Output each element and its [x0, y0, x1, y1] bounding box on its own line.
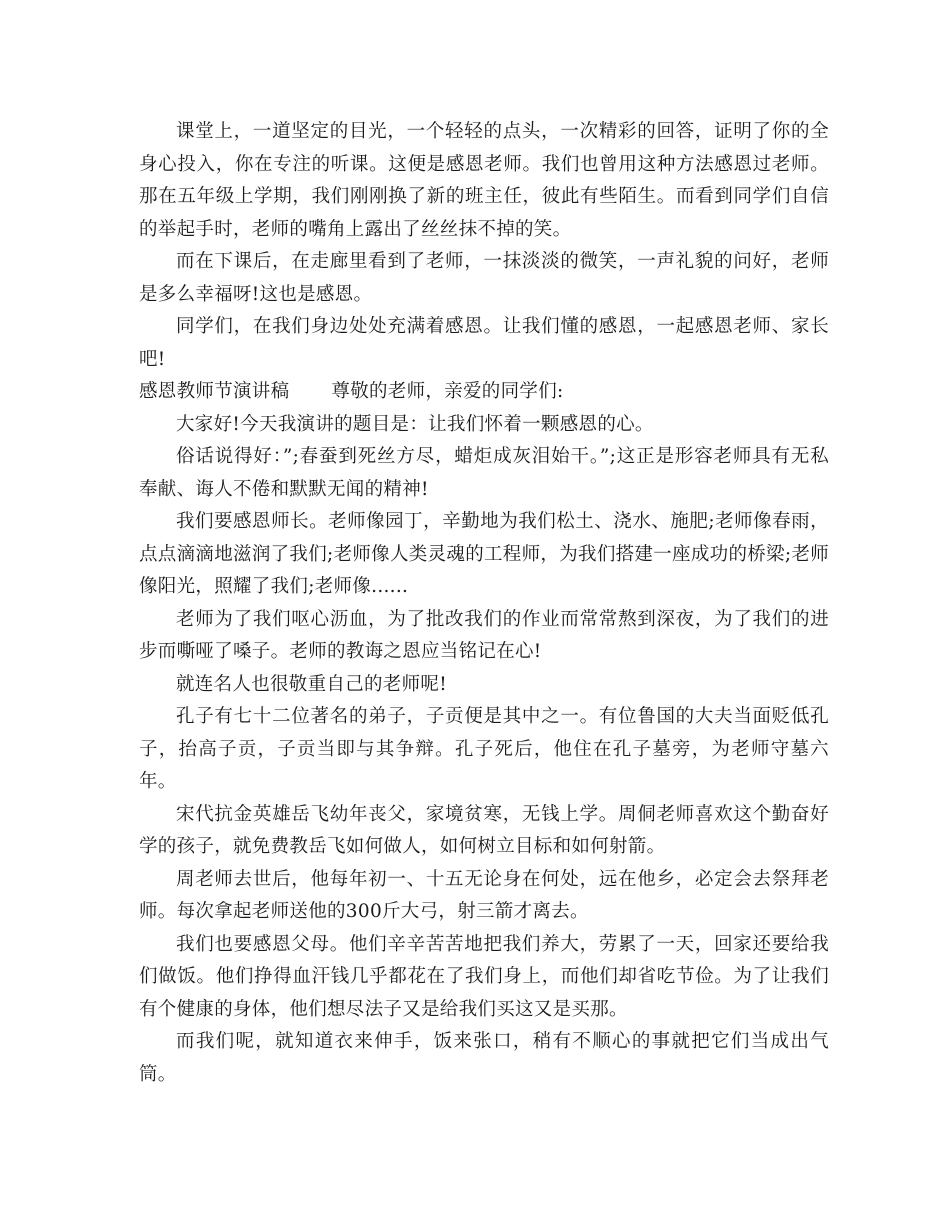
paragraph: 我们要感恩师长。老师像园丁，辛勤地为我们松土、浇水、施肥;老师像春雨，点点滴滴地滋润了我们;老师像人类灵魂的工程师，为我们搭建一座成功的桥梁;老师像阳光，照耀了我们;老师像......: [139, 511, 829, 597]
paragraph: 大家好!今天我演讲的题目是：让我们怀着一颗感恩的心。: [176, 413, 654, 435]
speech-title: 感恩教师节演讲稿: [139, 381, 290, 402]
salutation: 尊敬的老师，亲爱的同学们:: [331, 381, 564, 402]
paragraph: 同学们，在我们身边处处充满着感恩。让我们懂的感恩，一起感恩老师、家长吧!: [139, 316, 829, 370]
speech-heading-line: [139, 376, 829, 409]
paragraph: 课堂上，一道坚定的目光，一个轻轻的点头，一次精彩的回答，证明了你的全身心投入，你在专注的听课。这便是感恩老师。我们也曾用这种方法感恩过老师。那在五年级上学期，我们刚刚换了新的班主任，彼此有些陌生。而看到同学们自信的举起手时，老师的嘴角上露出了丝丝抹不掉的笑。: [139, 121, 829, 240]
paragraph: 而我们呢，就知道衣来伸手，饭来张口，稍有不顺心的事就把它们当成出气筒。: [139, 1031, 829, 1085]
paragraph: 老师为了我们呕心沥血，为了批改我们的作业而常常熬到深夜，为了我们的进步而嘶哑了嗓子。老师的教诲之恩应当铭记在心!: [139, 608, 829, 662]
paragraph: 我们也要感恩父母。他们辛辛苦苦地把我们养大，劳累了一天，回家还要给我们做饭。他们挣得血汗钱几乎都花在了我们身上，而他们却省吃节俭。为了让我们有个健康的身体，他们想尽法子又是给我们买这又是买那。: [139, 933, 829, 1020]
paragraph: 周老师去世后，他每年初一、十五无论身在何处，远在他乡，必定会去祭拜老师。每次拿起老师送他的300斤大弓，射三箭才离去。: [139, 868, 829, 922]
document-body: [139, 116, 829, 1091]
paragraph: 宋代抗金英雄岳飞幼年丧父，家境贫寒，无钱上学。周侗老师喜欢这个勤奋好学的孩子，就免费教岳飞如何做人，如何树立目标和如何射箭。: [139, 803, 829, 857]
paragraph: 孔子有七十二位著名的弟子，子贡便是其中之一。有位鲁国的大夫当面贬低孔子，抬高子贡，子贡当即与其争辩。孔子死后，他住在孔子墓旁，为老师守墓六年。: [139, 706, 829, 792]
paragraph: 而在下课后，在走廊里看到了老师，一抹淡淡的微笑，一声礼貌的问好，老师是多么幸福呀!这也是感恩。: [139, 251, 829, 305]
paragraph: 就连名人也很敬重自己的老师呢!: [176, 673, 447, 695]
paragraph: 俗话说得好：”;春蚕到死丝方尽，蜡炬成灰泪始干。”;这正是形容老师具有无私奉献、诲人不倦和默默无闻的精神!: [139, 446, 829, 500]
